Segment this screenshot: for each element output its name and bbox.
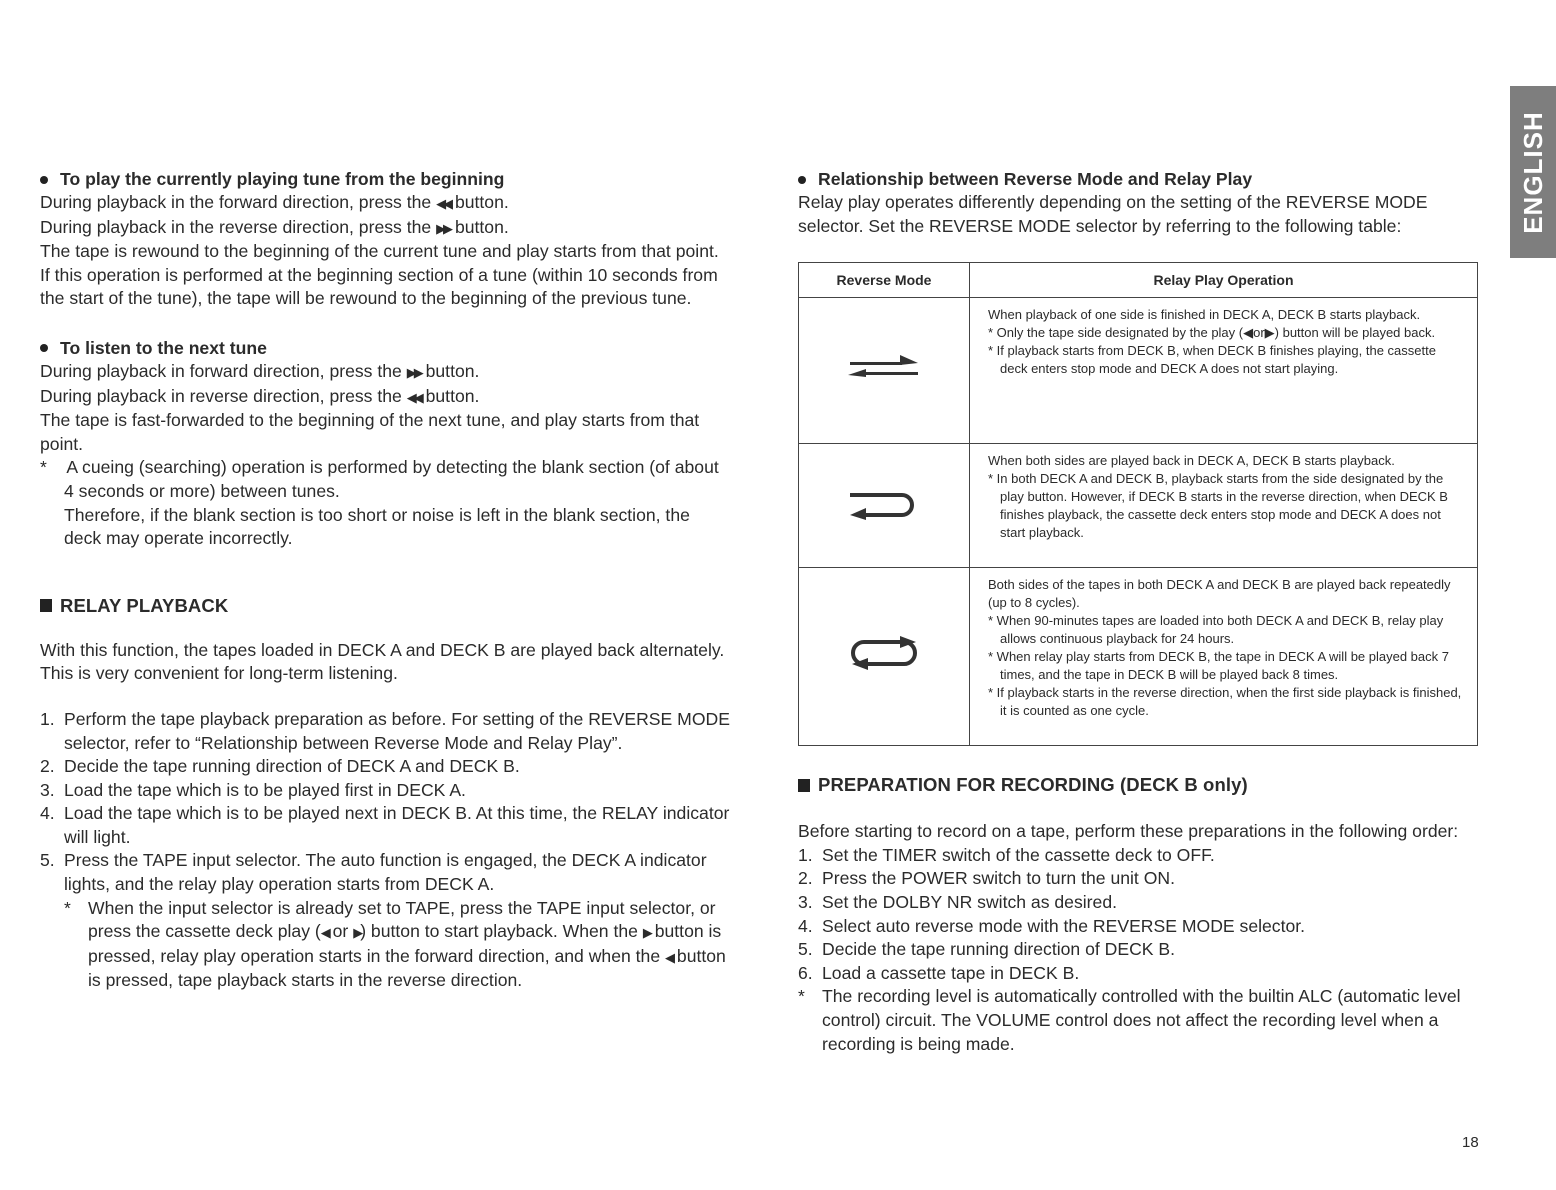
note: * When the input selector is already set to TAPE, press the TAPE input selector, or press the cassette deck play (◀ or ▶) button to start playback. When the ▶ button is pressed, relay play operation starts in the forward direction, and when the ◀ button is pressed, tape playback starts in the reverse direction.: [64, 897, 726, 991]
table-row: [799, 444, 1478, 568]
right-column: [798, 168, 1488, 1056]
list-item: 4. Select auto reverse mode with the REVERSE MODE selector.: [798, 915, 1306, 936]
section-heading-preparation: PREPARATION FOR RECORDING (DECK B only): [798, 774, 1488, 796]
table-cell: Both sides of the tapes in both DECK A and DECK B are played back repeatedly (up to 8 cycles). * When 90-minutes tapes are loaded into both DECK A and DECK B, relay play allows continuous playback for 24 hours. * When relay play starts from DECK B, the tape in DECK A will be played back 7 times, and the tape in DECK B will be played back 8 times. * If playback starts in the reverse direction, when the first side playback is finished, it is counted as one cycle.: [970, 568, 1478, 746]
list-item: 6. Load a cassette tape in DECK B.: [798, 962, 1080, 983]
table-row: [799, 298, 1478, 444]
paragraph: During playback in the reverse direction, press the ▶▶ button.: [40, 216, 509, 237]
forward-play-icon: ▶: [353, 925, 361, 941]
bullet-icon: [40, 176, 48, 184]
continuous-loop-icon: [799, 568, 970, 746]
page-number: 18: [1462, 1134, 1479, 1151]
rewind-icon: ◀◀: [406, 389, 421, 405]
list-item: 5. Press the TAPE input selector. The auto function is engaged, the DECK A indicator lights, and the relay play operation starts from DECK A.: [40, 850, 707, 895]
forward-play-icon: ▶: [642, 925, 650, 941]
rewind-icon: ◀◀: [436, 196, 451, 211]
reverse-play-icon: ◀: [665, 949, 673, 965]
paragraph: During playback in forward direction, press the ▶▶ button.: [40, 360, 480, 381]
note: Therefore, if the blank section is too short or noise is left in the blank section, the deck may operate incorrectly.: [64, 504, 690, 549]
list-item: 1. Perform the tape playback preparation as before. For setting of the REVERSE MODE selector, refer to “Relationship between Reverse Mode and Relay Play”.: [40, 708, 730, 753]
table-row: [799, 568, 1478, 746]
list-item: 4. Load the tape which is to be played next in DECK B. At this time, the RELAY indicator will light.: [40, 803, 730, 847]
note: * A cueing (searching) operation is performed by detecting the blank section (of about 4 seconds or more) between tunes.: [40, 457, 719, 501]
language-tab-label: ENGLISH: [1517, 110, 1548, 234]
note: * The recording level is automatically controlled with the builtin ALC (automatic level control) circuit. The VOLUME control does not affect the recording level when a recording is being made.: [798, 986, 1461, 1054]
section-heading-replay: To play the currently playing tune from the beginning: [40, 168, 730, 191]
list-item: 1. Set the TIMER switch of the cassette deck to OFF.: [798, 844, 1215, 865]
fast-forward-icon: ▶▶: [406, 364, 421, 380]
paragraph: During playback in reverse direction, press the ◀◀ button.: [40, 385, 480, 406]
list-item: 3. Set the DOLBY NR switch as desired.: [798, 891, 1117, 912]
paragraph: With this function, the tapes loaded in DECK A and DECK B are played back alternately. This is very convenient for long-term listening.: [40, 639, 725, 684]
fast-forward-icon: ▶▶: [436, 220, 451, 236]
reverse-mode-table: [798, 262, 1478, 746]
list-item: 2. Press the POWER switch to turn the unit ON.: [798, 868, 1175, 889]
list-item: 2. Decide the tape running direction of DECK A and DECK B.: [40, 756, 520, 777]
table-header-row: [799, 263, 1478, 298]
two-way-arrow-icon: [799, 444, 970, 568]
paragraph: Before starting to record on a tape, perform these preparations in the following order:: [798, 821, 1459, 842]
paragraph: The tape is rewound to the beginning of the current tune and play starts from that point. If this operation is performed at the beginning section of a tune (within 10 seconds from the start of the tune), the tape will be rewound to the beginning of the previous tune.: [40, 241, 719, 309]
section-heading-next-tune: To listen to the next tune: [40, 337, 730, 360]
table-cell: When both sides are played back in DECK A, DECK B starts playback. * In both DECK A and DECK B, playback starts from the side designated by the play button. However, if DECK B starts in the reverse direction, when DECK B finishes playback, the cassette deck enters stop mode and DECK A does not start playback.: [970, 444, 1478, 568]
table-header: Relay Play Operation: [970, 263, 1478, 298]
table-header: Reverse Mode: [799, 263, 970, 298]
paragraph: Relay play operates differently depending on the setting of the REVERSE MODE selector. Set the REVERSE MODE selector by referring to the following table:: [798, 192, 1428, 236]
bullet-icon: [40, 344, 48, 352]
paragraph: During playback in the forward direction, press the ◀◀ button.: [40, 192, 509, 212]
bullet-icon: [798, 176, 806, 184]
section-heading-relationship: Relationship between Reverse Mode and Relay Play: [798, 168, 1488, 191]
one-way-arrows-icon: [799, 298, 970, 444]
list-item: 3. Load the tape which is to be played first in DECK A.: [40, 779, 466, 800]
table-cell: When playback of one side is finished in DECK A, DECK B starts playback. * Only the tape side designated by the play (◀or▶) button will be played back. * If playback starts from DECK B, when DECK B finishes playing, the cassette deck enters stop mode and DECK A does not start playing.: [970, 298, 1478, 444]
paragraph: The tape is fast-forwarded to the beginning of the next tune, and play starts from that point.: [40, 410, 700, 454]
reverse-play-icon: ◀: [320, 925, 328, 941]
list-item: 5. Decide the tape running direction of DECK B.: [798, 939, 1176, 960]
square-bullet-icon: [40, 599, 52, 612]
section-heading-relay-playback: RELAY PLAYBACK: [40, 595, 730, 617]
language-tab: [1510, 86, 1556, 258]
square-bullet-icon: [798, 779, 810, 792]
left-column: [40, 168, 730, 993]
